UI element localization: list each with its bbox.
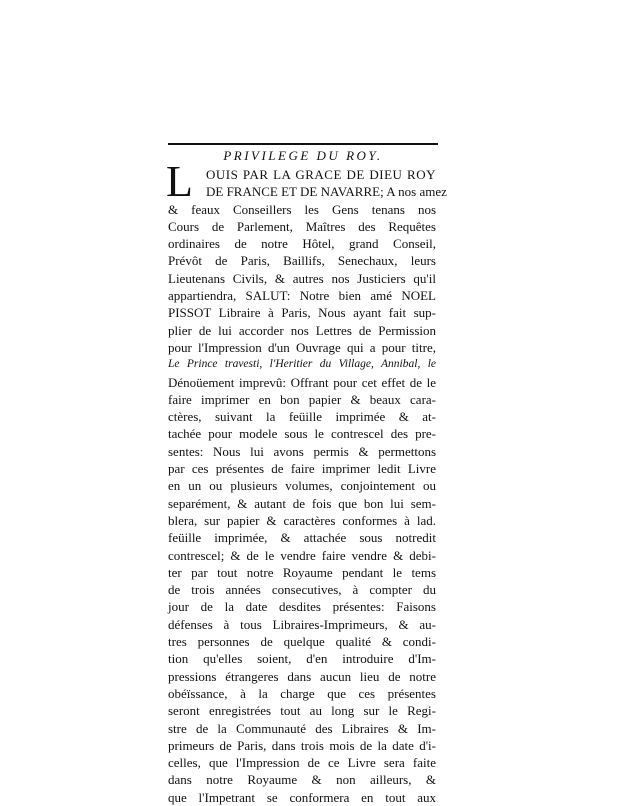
page-heading: PRIVILEGE DU ROY. bbox=[223, 148, 383, 163]
text-line: ctères, suivant la feüille imprimée & at- bbox=[168, 409, 436, 425]
text-line: stre de la Communauté des Libraires & Im- bbox=[168, 720, 436, 736]
text-line: celles, que l'Impression de ce Livre sera faite bbox=[168, 755, 436, 771]
drop-cap: L bbox=[166, 157, 193, 206]
text-line: ordinaires de notre Hôtel, grand Conseil, bbox=[168, 236, 436, 252]
text-line: & feaux Conseillers les Gens tenans nos bbox=[168, 201, 436, 217]
text-line: obéïssance, à la charge que ces présentes bbox=[168, 685, 436, 701]
text-line: Dénoüement imprevû: Offrant pour cet effet de le bbox=[168, 374, 436, 390]
header-rule bbox=[168, 143, 438, 145]
text-line: primeurs de Paris, dans trois mois de la date d'i- bbox=[168, 737, 436, 753]
text-line: en un ou plusieurs volumes, conjointement ou bbox=[168, 478, 436, 494]
text-line: Prévôt de Paris, Baillifs, Senechaux, leurs bbox=[168, 253, 436, 269]
text-line: feüille imprimée, & attachée sous notredit bbox=[168, 530, 436, 546]
text-line: OUIS PAR LA GRACE DE DIEU ROY bbox=[206, 167, 436, 182]
text-line: appartiendra, SALUT: Notre bien amé NOEL bbox=[168, 288, 436, 304]
text-line: de trois années consecutives, à compter du bbox=[168, 582, 436, 598]
text-line: DE FRANCE ET DE NAVARRE; A nos amez bbox=[206, 184, 447, 200]
text-line: que l'Impetrant se conformera en tout aux bbox=[168, 789, 436, 805]
text-line: défenses à tous Libraires-Imprimeurs, & au- bbox=[168, 616, 436, 632]
text-line: PISSOT Libraire à Paris, Nous ayant fait sup- bbox=[168, 305, 436, 321]
text-line: seront enregistrées tout au long sur le Regi- bbox=[168, 703, 436, 719]
text-line: sentes: Nous lui avons permis & permettons bbox=[168, 443, 436, 459]
text-line: jour de la date desdites présentes: Faisons bbox=[168, 599, 436, 615]
text-line: dans notre Royaume & non ailleurs, & bbox=[168, 772, 436, 788]
text-line: plier de lui accorder nos Lettres de Permission bbox=[168, 322, 436, 338]
text-line: Cours de Parlement, Maîtres des Requêtes bbox=[168, 218, 436, 234]
text-line: tres personnes de quelque qualité & condi- bbox=[168, 634, 436, 650]
text-line: pressions étrangeres dans aucun lieu de notre bbox=[168, 668, 436, 684]
text-line: Le Prince travesti, l'Heritier du Village, Annibal, le bbox=[168, 358, 436, 371]
text-line: pour l'Impression d'un Ouvrage qui a pour titre, bbox=[168, 339, 436, 355]
privilege-text bbox=[168, 166, 447, 806]
text-line: faire imprimer en bon papier & beaux cara- bbox=[168, 391, 436, 407]
text-line: separément, & autant de fois que bon lui sem- bbox=[168, 495, 436, 511]
text-line: blera, sur papier & caractères conformes à lad. bbox=[168, 512, 436, 528]
text-line: par ces présentes de faire imprimer ledit Livre bbox=[168, 461, 436, 477]
text-line: contrescel; & de le vendre faire vendre & debi- bbox=[168, 547, 436, 563]
text-line: tion qu'elles soient, d'en introduire d'Im- bbox=[168, 651, 436, 667]
text-line: tachée pour modele sous le contrescel des pre- bbox=[168, 426, 436, 442]
text-line: ter par tout notre Royaume pendant le tems bbox=[168, 564, 436, 580]
text-line: Lieutenans Civils, & autres nos Justiciers qu'il bbox=[168, 270, 436, 286]
